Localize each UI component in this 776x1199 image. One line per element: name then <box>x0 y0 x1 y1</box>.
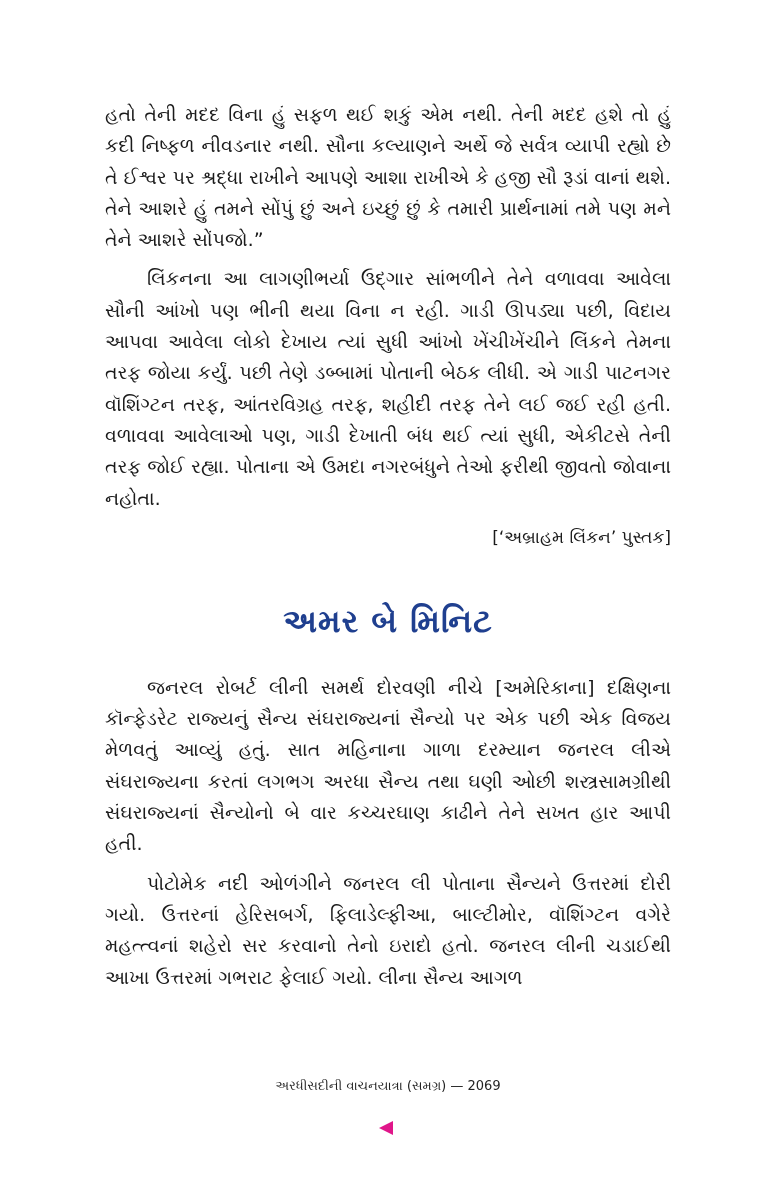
paragraph-continued: હતો તેની મદદ વિના હું સફળ થઈ શકું એમ નથી. તેની મદદ હશે તો હું કદી નિષ્ફળ નીવડનાર નથી. સૌના કલ્યાણને અર્થે જે સર્વત્ર વ્યાપી રહ્યો છે તે ઈશ્વર પર શ્રદ્ધા રાખીને આપણે આશા રાખીએ કે હજી સૌ રૂડાં વાનાં થશે. તેને આશરે હું તમને સોંપું છું અને ઇચ્છું છું કે તમારી પ્રાર્થનામાં તમે પણ મને તેને આશરે સોંપજો.” <box>105 104 671 252</box>
page-content <box>105 100 671 994</box>
paragraph-general-lee: જનરલ રોબર્ટ લીની સમર્થ દોરવણી નીચે [અમેરિકાના] દક્ષિણના કૉન્ફેડરેટ રાજ્યનું સૈન્ય સંઘરાજ્યનાં સૈન્યો પર એક પછી એક વિજય મેળવતું આવ્યું હતું. સાત મહિનાના ગાળા દરમ્યાન જનરલ લીએ સંઘરાજ્યના કરતાં લગભગ અરધા સૈન્ય તથા ઘણી ઓછી શસ્ત્રસામગ્રીથી સંઘરાજ્યનાં સૈન્યોનો બે વાર કચ્ચરઘાણ કાઢીને તેને સખત હાર આપી હતી. <box>105 676 671 856</box>
left-triangle-icon[interactable] <box>379 1121 393 1135</box>
paragraph-potomac: પોટોમેક નદી ઓળંગીને જનરલ લી પોતાના સૈન્યને ઉત્તરમાં દોરી ગયો. ઉત્તરનાં હેરિસબર્ગ, ફિલાડેલ્ફીઆ, બાલ્ટીમોર, વૉશિંગ્ટન વગેરે મહત્ત્વનાં શહેરો સર કરવાનો તેનો ઇરાદો હતો. જનરલ લીની ચડાઈથી આખા ઉત્તરમાં ગભરાટ ફેલાઈ ગયો. લીના સૈન્ય આગળ <box>105 872 671 989</box>
paragraph-lincoln-departure: લિંકનના આ લાગણીભર્યા ઉદ્ગાર સાંભળીને તેને વળાવવા આવેલા સૌની આંખો પણ ભીની થયા વિના ન રહી. ગાડી ઊપડ્યા પછી, વિદાય આપવા આવેલા લોકો દેખાય ત્યાં સુધી આંખો ખેંચીખેંચીને લિંકને તેમના તરફ જોયા કર્યું. પછી તેણે ડબ્બામાં પોતાની બેઠક લીધી. એ ગાડી પાટનગર વૉશિંગ્ટન તરફ, આંતરવિગ્રહ તરફ, શહીદી તરફ તેને લઈ જઈ રહી હતી. વળાવવા આવેલાઓ પણ, ગાડી દેખાતી બંધ થઈ ત્યાં સુધી, એકીટસે તેની તરફ જોઈ રહ્યા. પોતાના એ ઉમદા નગરબંધુને તેઓ ફરીથી જીવતો જોવાના નહોતા. <box>105 268 671 510</box>
page-footer: અરધીસદીની વાચનયાત્રા (સમગ્ર) — 2069 <box>275 1079 501 1094</box>
source-citation: [‘અબ્રાહમ લિંકન’ પુસ્તક] <box>492 527 671 548</box>
article-title: અમર બે મિનિટ <box>283 601 493 640</box>
